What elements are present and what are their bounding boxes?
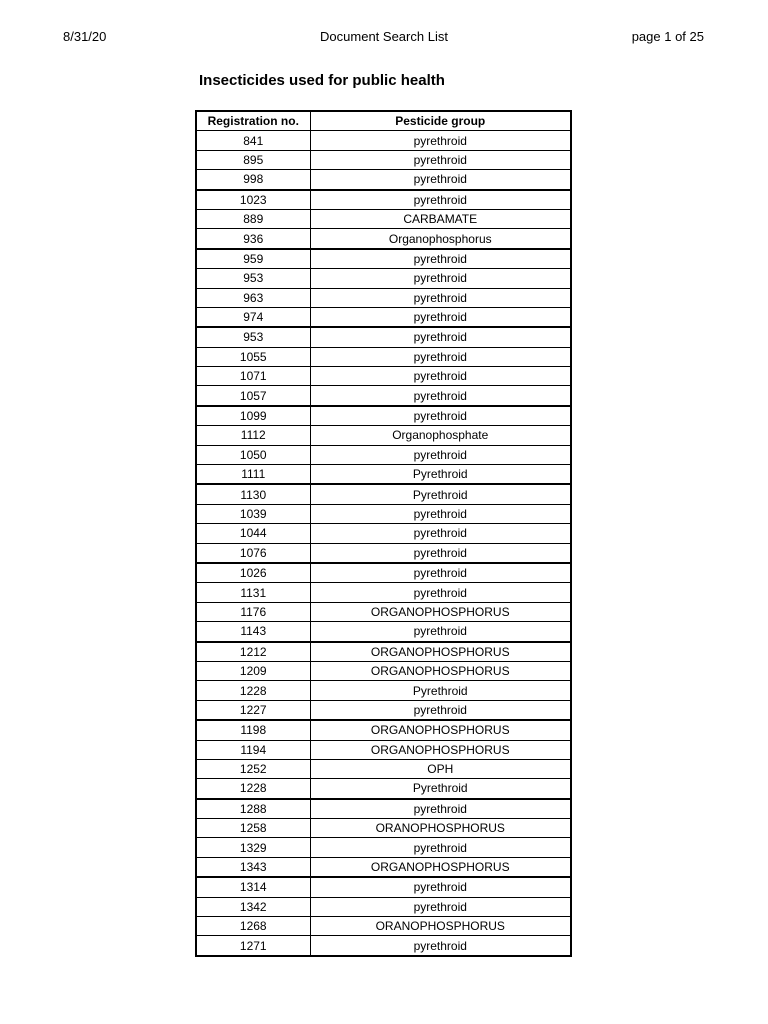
pesticide-group-cell: pyrethroid	[310, 524, 571, 543]
pesticide-group-cell: pyrethroid	[310, 504, 571, 523]
registration-number-cell: 1228	[196, 779, 310, 799]
registration-number-cell: 1314	[196, 877, 310, 897]
registration-number-cell: 1252	[196, 759, 310, 778]
registration-number-cell: 963	[196, 288, 310, 307]
registration-number-cell: 1039	[196, 504, 310, 523]
registration-number-cell: 1099	[196, 406, 310, 426]
registration-number-cell: 953	[196, 327, 310, 347]
pesticide-group-cell: ORGANOPHOSPHORUS	[310, 642, 571, 662]
table-row	[196, 249, 571, 269]
pesticide-group-cell: ORGANOPHOSPHORUS	[310, 720, 571, 740]
pesticide-group-cell: pyrethroid	[310, 249, 571, 269]
insecticide-table	[195, 110, 572, 957]
pesticide-group-cell: Pyrethroid	[310, 779, 571, 799]
registration-number-cell: 1050	[196, 445, 310, 464]
registration-number-cell: 889	[196, 209, 310, 228]
pesticide-group-cell: CARBAMATE	[310, 209, 571, 228]
table-row	[196, 759, 571, 778]
table-row	[196, 799, 571, 819]
registration-number-cell: 1268	[196, 917, 310, 936]
table-row	[196, 170, 571, 190]
table-row	[196, 190, 571, 210]
pesticide-group-cell: pyrethroid	[310, 307, 571, 327]
table-row	[196, 347, 571, 366]
pesticide-group-cell: pyrethroid	[310, 190, 571, 210]
pesticide-group-cell: pyrethroid	[310, 877, 571, 897]
registration-number-cell: 974	[196, 307, 310, 327]
registration-number-cell: 1111	[196, 465, 310, 485]
table-row	[196, 740, 571, 759]
pesticide-group-cell: pyrethroid	[310, 583, 571, 602]
pesticide-group-cell: ORANOPHOSPHORUS	[310, 917, 571, 936]
table-row	[196, 269, 571, 288]
table-row	[196, 563, 571, 583]
registration-number-cell: 1026	[196, 563, 310, 583]
table-row	[196, 504, 571, 523]
pesticide-group-cell: pyrethroid	[310, 170, 571, 190]
pesticide-group-cell: Organophosphate	[310, 426, 571, 445]
column-header-registration: Registration no.	[196, 111, 310, 131]
print-date: 8/31/20	[63, 29, 107, 44]
pesticide-group-cell: pyrethroid	[310, 367, 571, 386]
pesticide-group-cell: ORGANOPHOSPHORUS	[310, 661, 571, 680]
table-row	[196, 406, 571, 426]
pesticide-group-cell: pyrethroid	[310, 936, 571, 956]
table-row	[196, 524, 571, 543]
registration-number-cell: 1143	[196, 622, 310, 642]
registration-number-cell: 1329	[196, 838, 310, 857]
registration-number-cell: 959	[196, 249, 310, 269]
pesticide-group-cell: pyrethroid	[310, 799, 571, 819]
registration-number-cell: 1076	[196, 543, 310, 563]
pesticide-group-cell: Pyrethroid	[310, 681, 571, 700]
registration-number-cell: 1055	[196, 347, 310, 366]
table-row	[196, 720, 571, 740]
registration-number-cell: 1343	[196, 857, 310, 877]
pesticide-group-cell: pyrethroid	[310, 445, 571, 464]
table-row	[196, 936, 571, 956]
table-row	[196, 465, 571, 485]
table-row	[196, 877, 571, 897]
registration-number-cell: 1057	[196, 386, 310, 406]
table-row	[196, 700, 571, 720]
registration-number-cell: 841	[196, 131, 310, 150]
registration-number-cell: 1112	[196, 426, 310, 445]
column-header-pesticide-group: Pesticide group	[310, 111, 571, 131]
table-row	[196, 484, 571, 504]
registration-number-cell: 1227	[196, 700, 310, 720]
registration-number-cell: 1212	[196, 642, 310, 662]
registration-number-cell: 1023	[196, 190, 310, 210]
registration-number-cell: 953	[196, 269, 310, 288]
registration-number-cell: 1071	[196, 367, 310, 386]
pesticide-group-cell: ORGANOPHOSPHORUS	[310, 857, 571, 877]
table-row	[196, 917, 571, 936]
registration-number-cell: 1228	[196, 681, 310, 700]
table-row	[196, 229, 571, 249]
table-row	[196, 583, 571, 602]
pesticide-group-cell: Pyrethroid	[310, 484, 571, 504]
registration-number-cell: 1130	[196, 484, 310, 504]
table-row	[196, 367, 571, 386]
registration-number-cell: 1271	[196, 936, 310, 956]
registration-number-cell: 1044	[196, 524, 310, 543]
registration-number-cell: 1288	[196, 799, 310, 819]
registration-number-cell: 1194	[196, 740, 310, 759]
registration-number-cell: 998	[196, 170, 310, 190]
pesticide-group-cell: pyrethroid	[310, 897, 571, 916]
pesticide-group-cell: Organophosphorus	[310, 229, 571, 249]
table-row	[196, 209, 571, 228]
table-row	[196, 307, 571, 327]
table-row	[196, 426, 571, 445]
table-row	[196, 543, 571, 563]
table-header-row	[196, 111, 571, 131]
table-row	[196, 327, 571, 347]
table-row	[196, 779, 571, 799]
table-body	[196, 131, 571, 956]
page-number: page 1 of 25	[631, 29, 704, 44]
header-title: Document Search List	[320, 29, 448, 44]
table-row	[196, 838, 571, 857]
pesticide-group-cell: pyrethroid	[310, 327, 571, 347]
table-row	[196, 288, 571, 307]
pesticide-group-cell: pyrethroid	[310, 347, 571, 366]
registration-number-cell: 1342	[196, 897, 310, 916]
pesticide-group-cell: pyrethroid	[310, 131, 571, 150]
pesticide-group-cell: pyrethroid	[310, 269, 571, 288]
pesticide-group-cell: pyrethroid	[310, 622, 571, 642]
registration-number-cell: 1209	[196, 661, 310, 680]
pesticide-group-cell: ORANOPHOSPHORUS	[310, 819, 571, 838]
pesticide-group-cell: ORGANOPHOSPHORUS	[310, 740, 571, 759]
table-row	[196, 661, 571, 680]
table-row	[196, 681, 571, 700]
pesticide-group-cell: pyrethroid	[310, 700, 571, 720]
pesticide-group-cell: pyrethroid	[310, 563, 571, 583]
registration-number-cell: 1258	[196, 819, 310, 838]
table-row	[196, 819, 571, 838]
table-row	[196, 150, 571, 169]
pesticide-group-cell: pyrethroid	[310, 543, 571, 563]
pesticide-group-cell: ORGANOPHOSPHORUS	[310, 602, 571, 621]
table-row	[196, 857, 571, 877]
registration-number-cell: 936	[196, 229, 310, 249]
registration-number-cell: 895	[196, 150, 310, 169]
pesticide-group-cell: pyrethroid	[310, 838, 571, 857]
registration-number-cell: 1176	[196, 602, 310, 621]
document-title: Insecticides used for public health	[199, 72, 445, 89]
pesticide-group-cell: pyrethroid	[310, 406, 571, 426]
registration-number-cell: 1131	[196, 583, 310, 602]
pesticide-group-cell: OPH	[310, 759, 571, 778]
pesticide-group-cell: Pyrethroid	[310, 465, 571, 485]
table-row	[196, 897, 571, 916]
table-row	[196, 131, 571, 150]
pesticide-group-cell: pyrethroid	[310, 150, 571, 169]
table-row	[196, 642, 571, 662]
table-row	[196, 386, 571, 406]
registration-number-cell: 1198	[196, 720, 310, 740]
table-row	[196, 602, 571, 621]
pesticide-group-cell: pyrethroid	[310, 386, 571, 406]
table-row	[196, 445, 571, 464]
table-row	[196, 622, 571, 642]
pesticide-group-cell: pyrethroid	[310, 288, 571, 307]
